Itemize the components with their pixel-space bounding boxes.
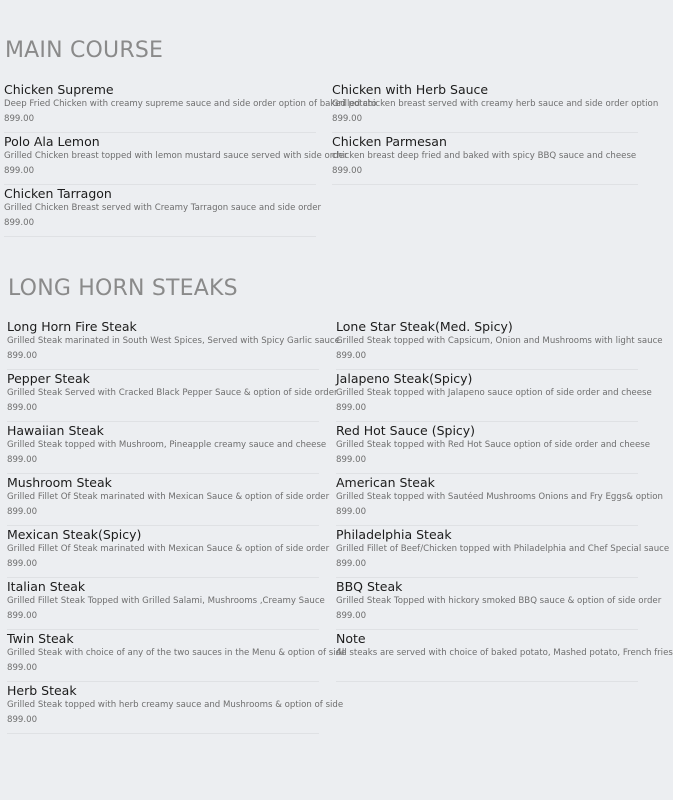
item-price: 899.00: [7, 663, 38, 673]
item-price: 899.00: [336, 559, 367, 569]
item-price: 899.00: [336, 351, 367, 361]
item-price: 899.00: [336, 507, 367, 517]
item-price: 899.00: [7, 559, 38, 569]
menu-item[interactable]: [4, 134, 348, 185]
menu-item[interactable]: [4, 186, 322, 237]
item-description: Grilled Fillet Of Steak marinated with Mexican Sauce & option of side order: [7, 492, 330, 502]
menu-item[interactable]: [336, 371, 652, 422]
item-price: 899.00: [336, 611, 367, 621]
item-price: 899.00: [7, 403, 38, 413]
note-title: Note: [336, 631, 366, 646]
item-description: Grilled Steak topped with Sautéed Mushrooms Onions and Fry Eggs& option: [336, 492, 663, 502]
item-description: Grilled Steak Served with Cracked Black Pepper Sauce & option of side order: [7, 388, 338, 398]
item-price: 899.00: [4, 166, 35, 176]
menu-item[interactable]: [332, 82, 659, 133]
item-description: Grilled Steak marinated in South West Spices, Served with Spicy Garlic sauce: [7, 336, 340, 346]
item-name: Jalapeno Steak(Spicy): [336, 371, 473, 386]
item-name: American Steak: [336, 475, 435, 490]
item-name: Chicken Parmesan: [332, 134, 447, 149]
item-description: Grilled Steak topped with Red Hot Sauce option of side order and cheese: [336, 440, 650, 450]
item-price: 899.00: [332, 114, 363, 124]
item-name: Pepper Steak: [7, 371, 90, 386]
menu-item[interactable]: [336, 319, 663, 370]
item-name: Chicken Tarragon: [4, 186, 112, 201]
item-description: Grilled Steak Topped with hickory smoked BBQ sauce & option of side order: [336, 596, 662, 606]
item-description: Grilled chicken breast served with creamy herb sauce and side order option: [332, 99, 659, 109]
item-price: 899.00: [332, 166, 363, 176]
menu-item[interactable]: [7, 683, 344, 734]
item-description: Grilled Steak topped with Jalapeno sauce option of side order and cheese: [336, 388, 652, 398]
item-name: Red Hot Sauce (Spicy): [336, 423, 476, 438]
menu-item[interactable]: [336, 579, 662, 630]
menu-item[interactable]: [7, 319, 340, 370]
item-name: Chicken with Herb Sauce: [332, 82, 489, 97]
item-description: Grilled Fillet Of Steak marinated with Mexican Sauce & option of side order: [7, 544, 330, 554]
item-name: Mushroom Steak: [7, 475, 112, 490]
item-name: Italian Steak: [7, 579, 86, 594]
item-name: Long Horn Fire Steak: [7, 319, 137, 334]
menu-item[interactable]: [7, 423, 327, 474]
item-name: Lone Star Steak(Med. Spicy): [336, 319, 513, 334]
item-name: Mexican Steak(Spicy): [7, 527, 142, 542]
item-name: Twin Steak: [7, 631, 74, 646]
item-description: Grilled Fillet of Beef/Chicken topped with Philadelphia and Chef Special sauce: [336, 544, 670, 554]
menu-item[interactable]: [4, 82, 377, 133]
menu-item[interactable]: [7, 631, 347, 682]
item-name: Chicken Supreme: [4, 82, 114, 97]
menu-item[interactable]: [336, 475, 663, 526]
main-course-title: MAIN COURSE: [5, 38, 164, 63]
item-price: 899.00: [336, 403, 367, 413]
item-description: Grilled Steak with choice of any of the two sauces in the Menu & option of side: [7, 648, 347, 658]
item-price: 899.00: [7, 715, 38, 725]
item-price: 899.00: [4, 218, 35, 228]
item-description: chicken breast deep fried and baked with spicy BBQ sauce and cheese: [332, 151, 637, 161]
item-price: 899.00: [336, 455, 367, 465]
item-description: Grilled Steak topped with herb creamy sauce and Mushrooms & option of side: [7, 700, 344, 710]
note-item: [336, 631, 673, 682]
item-description: Grilled Chicken Breast served with Creamy Tarragon sauce and side order: [4, 203, 322, 213]
item-name: Polo Ala Lemon: [4, 134, 100, 149]
item-description: Grilled Fillet Steak Topped with Grilled Salami, Mushrooms ,Creamy Sauce: [7, 596, 325, 606]
item-description: Grilled Chicken breast topped with lemon mustard sauce served with side order: [4, 151, 348, 161]
item-price: 899.00: [7, 611, 38, 621]
item-name: Herb Steak: [7, 683, 77, 698]
note-text: All steaks are served with choice of baked potato, Mashed potato, French fries: [336, 648, 673, 658]
menu-item[interactable]: [7, 579, 325, 630]
item-description: Grilled Steak topped with Capsicum, Onion and Mushrooms with light sauce: [336, 336, 663, 346]
menu-item[interactable]: [336, 423, 650, 474]
item-name: Philadelphia Steak: [336, 527, 452, 542]
menu-item[interactable]: [7, 475, 330, 526]
item-description: Grilled Steak topped with Mushroom, Pineapple creamy sauce and cheese: [7, 440, 327, 450]
long-horn-title: LONG HORN STEAKS: [8, 276, 238, 301]
item-price: 899.00: [4, 114, 35, 124]
item-description: Deep Fried Chicken with creamy supreme sauce and side order option of baked potato: [4, 99, 377, 109]
item-price: 899.00: [7, 351, 38, 361]
item-price: 899.00: [7, 455, 38, 465]
item-price: 899.00: [7, 507, 38, 517]
menu-item[interactable]: [336, 527, 670, 578]
menu-item[interactable]: [7, 371, 338, 422]
item-name: Hawaiian Steak: [7, 423, 104, 438]
menu-item[interactable]: [7, 527, 330, 578]
menu-item[interactable]: [332, 134, 638, 185]
item-name: BBQ Steak: [336, 579, 403, 594]
